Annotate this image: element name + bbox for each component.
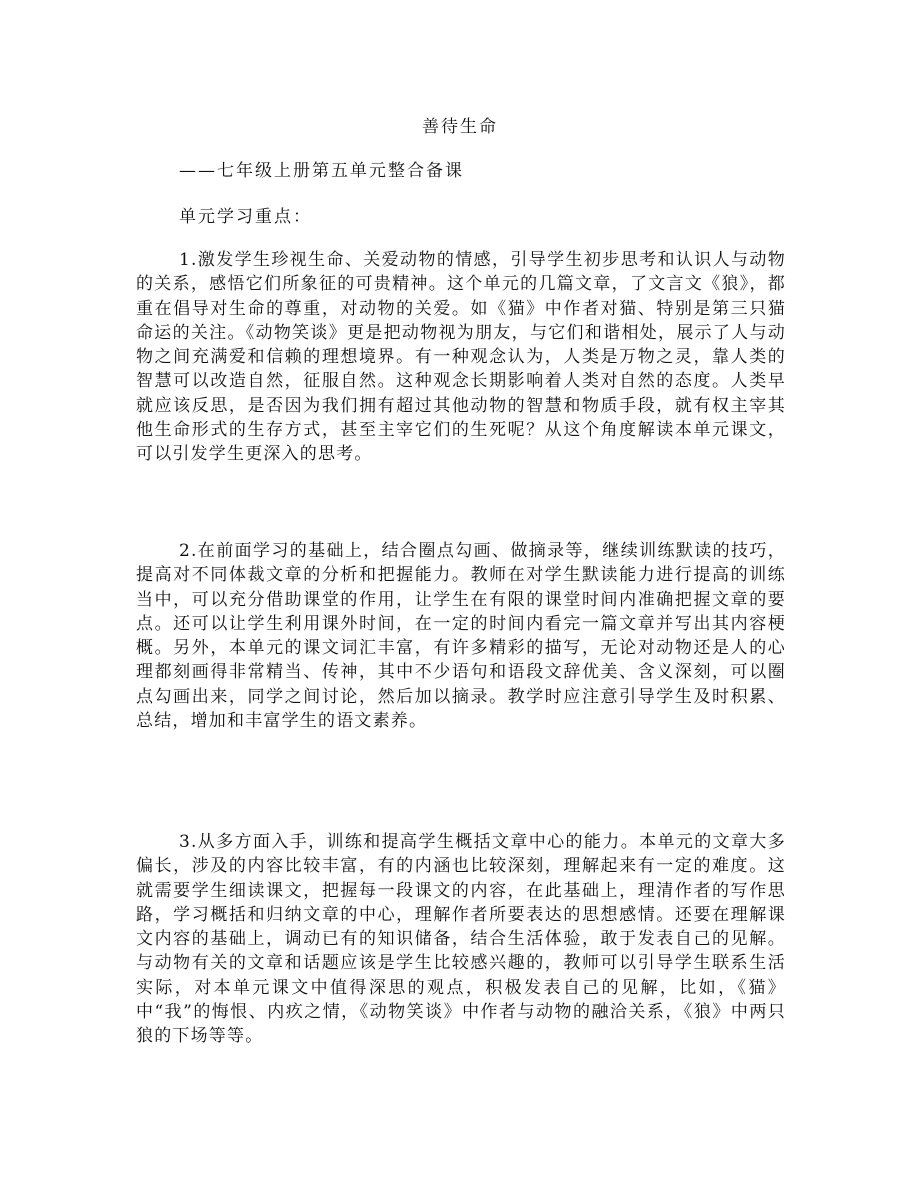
paragraph-2: 2.在前面学习的基础上，结合圈点勾画、做摘录等，继续训练默读的技巧，提高对不同体裁文章的分析和把握能力。教师在对学生默读能力进行提高的训练当中，可以充分借助课堂的作用，让学生在有限的课堂时间内准确把握文章的要点。还可以让学生利用课外时间，在一定的时间内看完一篇文章并写出其内容梗概。另外，本单元的课文词汇丰富，有许多精彩的描写，无论对动物还是人的心理都刻画得非常精当、传神，其中不少语句和语段文辞优美、含义深刻，可以圈点勾画出来，同学之间讨论，然后加以摘录。教学时应注意引导学生及时积累、总结，增加和丰富学生的语文素养。 [136, 541, 786, 732]
section-heading: 单元学习重点： [179, 207, 312, 227]
paragraph-1: 1.激发学生珍视生命、关爱动物的情感，引导学生初步思考和认识人与动物的关系，感悟它们所象征的可贵精神。这个单元的几篇文章，了文言文《狼》，都重在倡导对生命的尊重，对动物的关爱。如《猫》中作者对猫、特别是第三只猫命运的关注。《动物笑谈》更是把动物视为朋友，与它们和谐相处，展示了人与动物之间充满爱和信赖的理想境界。有一种观念认为，人类是万物之灵，靠人类的智慧可以改造自然，征服自然。这种观念长期影响着人类对自然的态度。人类早就应该反思，是否因为我们拥有超过其他动物的智慧和物质手段，就有权主宰其他生命形式的生存方式，甚至主宰它们的生死呢？从这个角度解读本单元课文，可以引发学生更深入的思考。 [136, 250, 786, 465]
document-subtitle: ——七年级上册第五单元整合备课 [179, 161, 464, 181]
paragraph-3: 3.从多方面入手，训练和提高学生概括文章中心的能力。本单元的文章大多偏长，涉及的内容比较丰富，有的内涵也比较深刻，理解起来有一定的难度。这就需要学生细读课文，把握每一段课文的内容，在此基础上，理清作者的写作思路，学习概括和归纳文章的中心，理解作者所要表达的思想感情。还要在理解课文内容的基础上，调动已有的知识储备，结合生活体验，敢于发表自己的见解。与动物有关的文章和话题应该是学生比较感兴趣的，教师可以引导学生联系生活实际，对本单元课文中值得深思的观点，积极发表自己的见解，比如，《猫》中“我”的悔恨、内疚之情，《动物笑谈》中作者与动物的融洽关系，《狼》中两只狼的下场等等。 [136, 832, 786, 1047]
document-title: 善待生命 [422, 117, 498, 137]
